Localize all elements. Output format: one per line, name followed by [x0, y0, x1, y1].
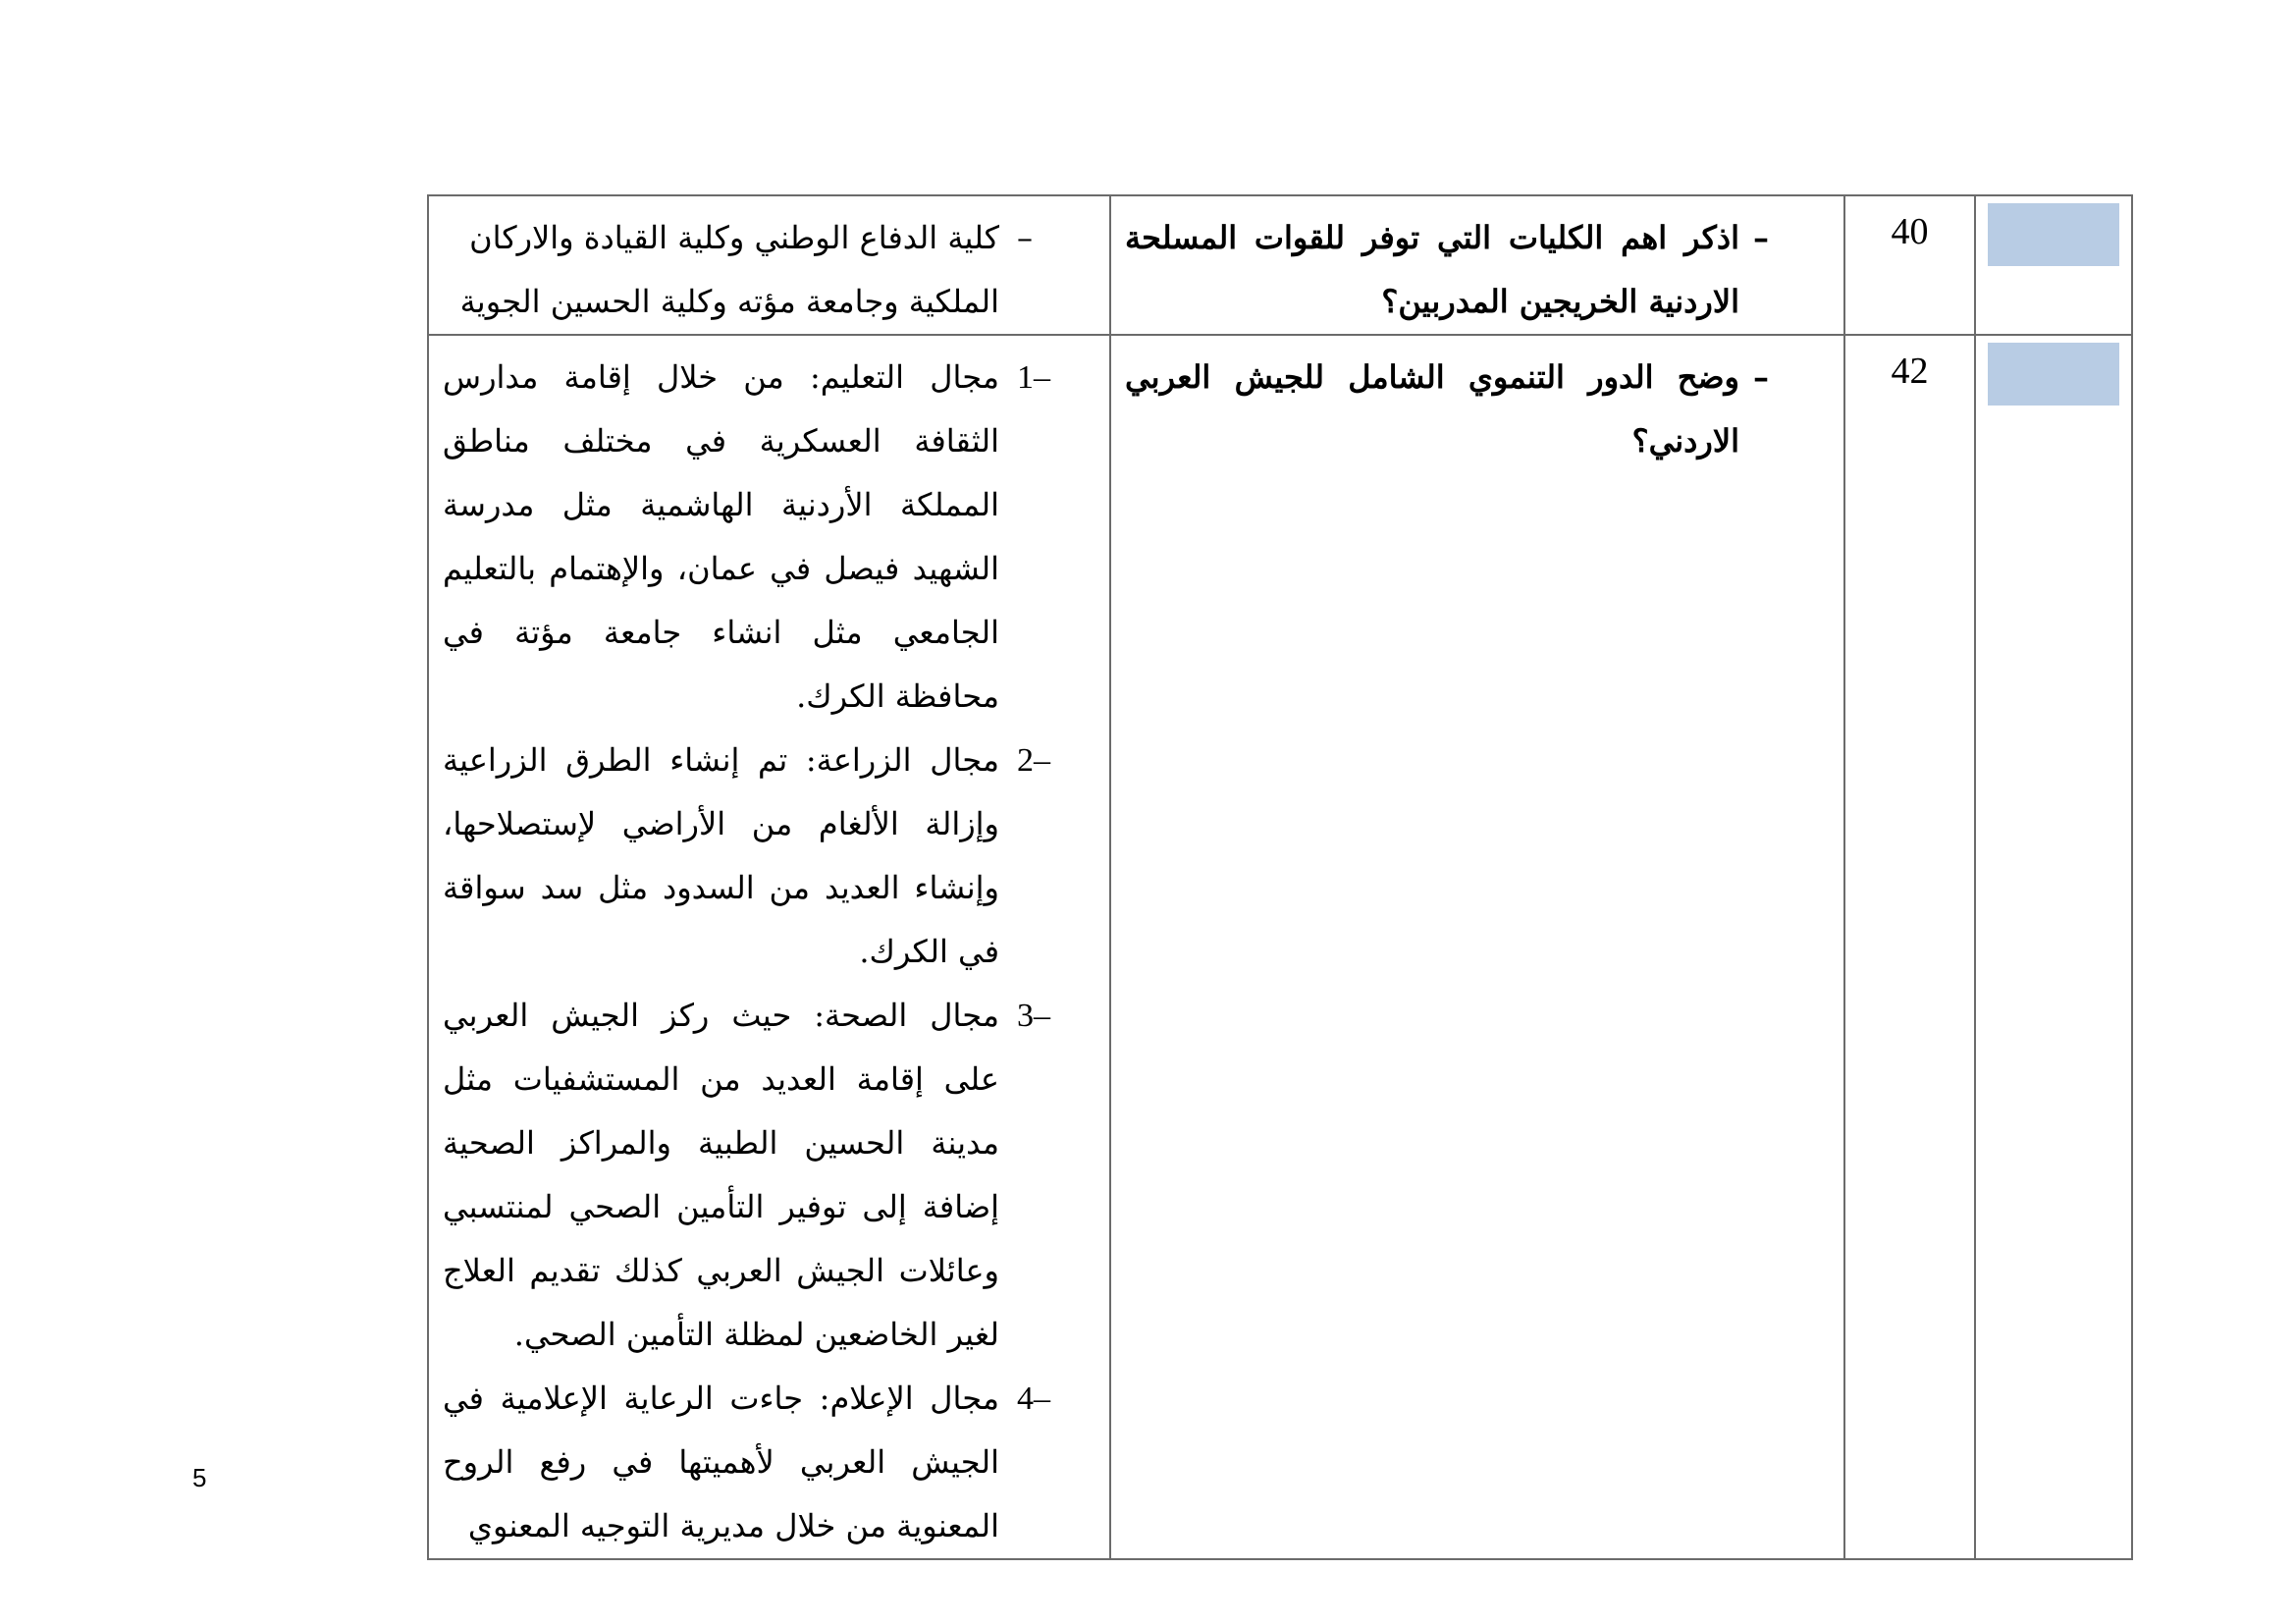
item-number: 2– — [1017, 742, 1050, 779]
list-item — [443, 1367, 1050, 1558]
question-number: 42 — [1891, 351, 1929, 392]
item-text: مجال التعليم: من خلال إقامة مدارس الثقافة العسكرية في مختلف مناطق المملكة الأردنية الهاشمية مثل مدرسة الشهيد فيصل في عمان، والإهتمام بالتعليم الجامعي مثل انشاء جامعة مؤتة في محافظة الكرك. — [443, 358, 999, 715]
table-row — [428, 335, 2132, 1559]
page-number: 5 — [192, 1463, 207, 1492]
item-number: 4– — [1017, 1380, 1050, 1417]
question-text: اذكر اهم الكليات التي توفر للقوات المسلحة الاردنية الخريجين المدربين؟ — [1125, 219, 1739, 320]
question-cell — [1110, 195, 1844, 335]
list-item — [443, 729, 1050, 984]
question-cell — [1110, 335, 1844, 1559]
highlight-box — [1988, 343, 2119, 406]
answer-list — [429, 336, 1109, 1558]
number-cell — [1844, 195, 1975, 335]
number-cell — [1844, 335, 1975, 1559]
question-number: 40 — [1891, 211, 1929, 252]
answer-cell — [428, 195, 1110, 335]
table-row — [428, 195, 2132, 335]
item-number: 3– — [1017, 998, 1050, 1034]
question-answer-table — [427, 194, 2133, 1560]
answer-dash: – — [1017, 219, 1033, 256]
answer-text: كلية الدفاع الوطني وكلية القيادة والاركان الملكية وجامعة مؤته وكلية الحسين الجوية — [459, 219, 999, 320]
item-text: مجال الإعلام: جاءت الرعاية الإعلامية في الجيش العربي لأهميتها في رفع الروح المعنوية من خلال مديرية التوجيه المعنوي — [443, 1380, 999, 1544]
list-item — [443, 346, 1050, 729]
mark-cell — [1975, 335, 2132, 1559]
mark-cell — [1975, 195, 2132, 335]
list-item — [443, 984, 1050, 1367]
item-number: 1– — [1017, 359, 1050, 396]
highlight-box — [1988, 203, 2119, 266]
item-text: مجال الزراعة: تم إنشاء الطرق الزراعية وإزالة الألغام من الأراضي لإستصلاحها، وإنشاء العديد من السدود مثل سد سواقة في الكرك. — [443, 741, 999, 970]
answer-cell — [428, 335, 1110, 1559]
item-text: مجال الصحة: حيث ركز الجيش العربي على إقامة العديد من المستشفيات مثل مدينة الحسين الطبية والمراكز الصحية إضافة إلى توفير التأمين الصحي لمنتسبي وعائلات الجيش العربي كذلك تقديم العلاج لغير الخاضعين لمظلة التأمين الصحي. — [443, 997, 999, 1353]
question-text: وضح الدور التنموي الشامل للجيش العربي الاردني؟ — [1125, 358, 1739, 460]
question-dash: – — [1753, 358, 1769, 396]
question-dash: – — [1753, 219, 1769, 256]
